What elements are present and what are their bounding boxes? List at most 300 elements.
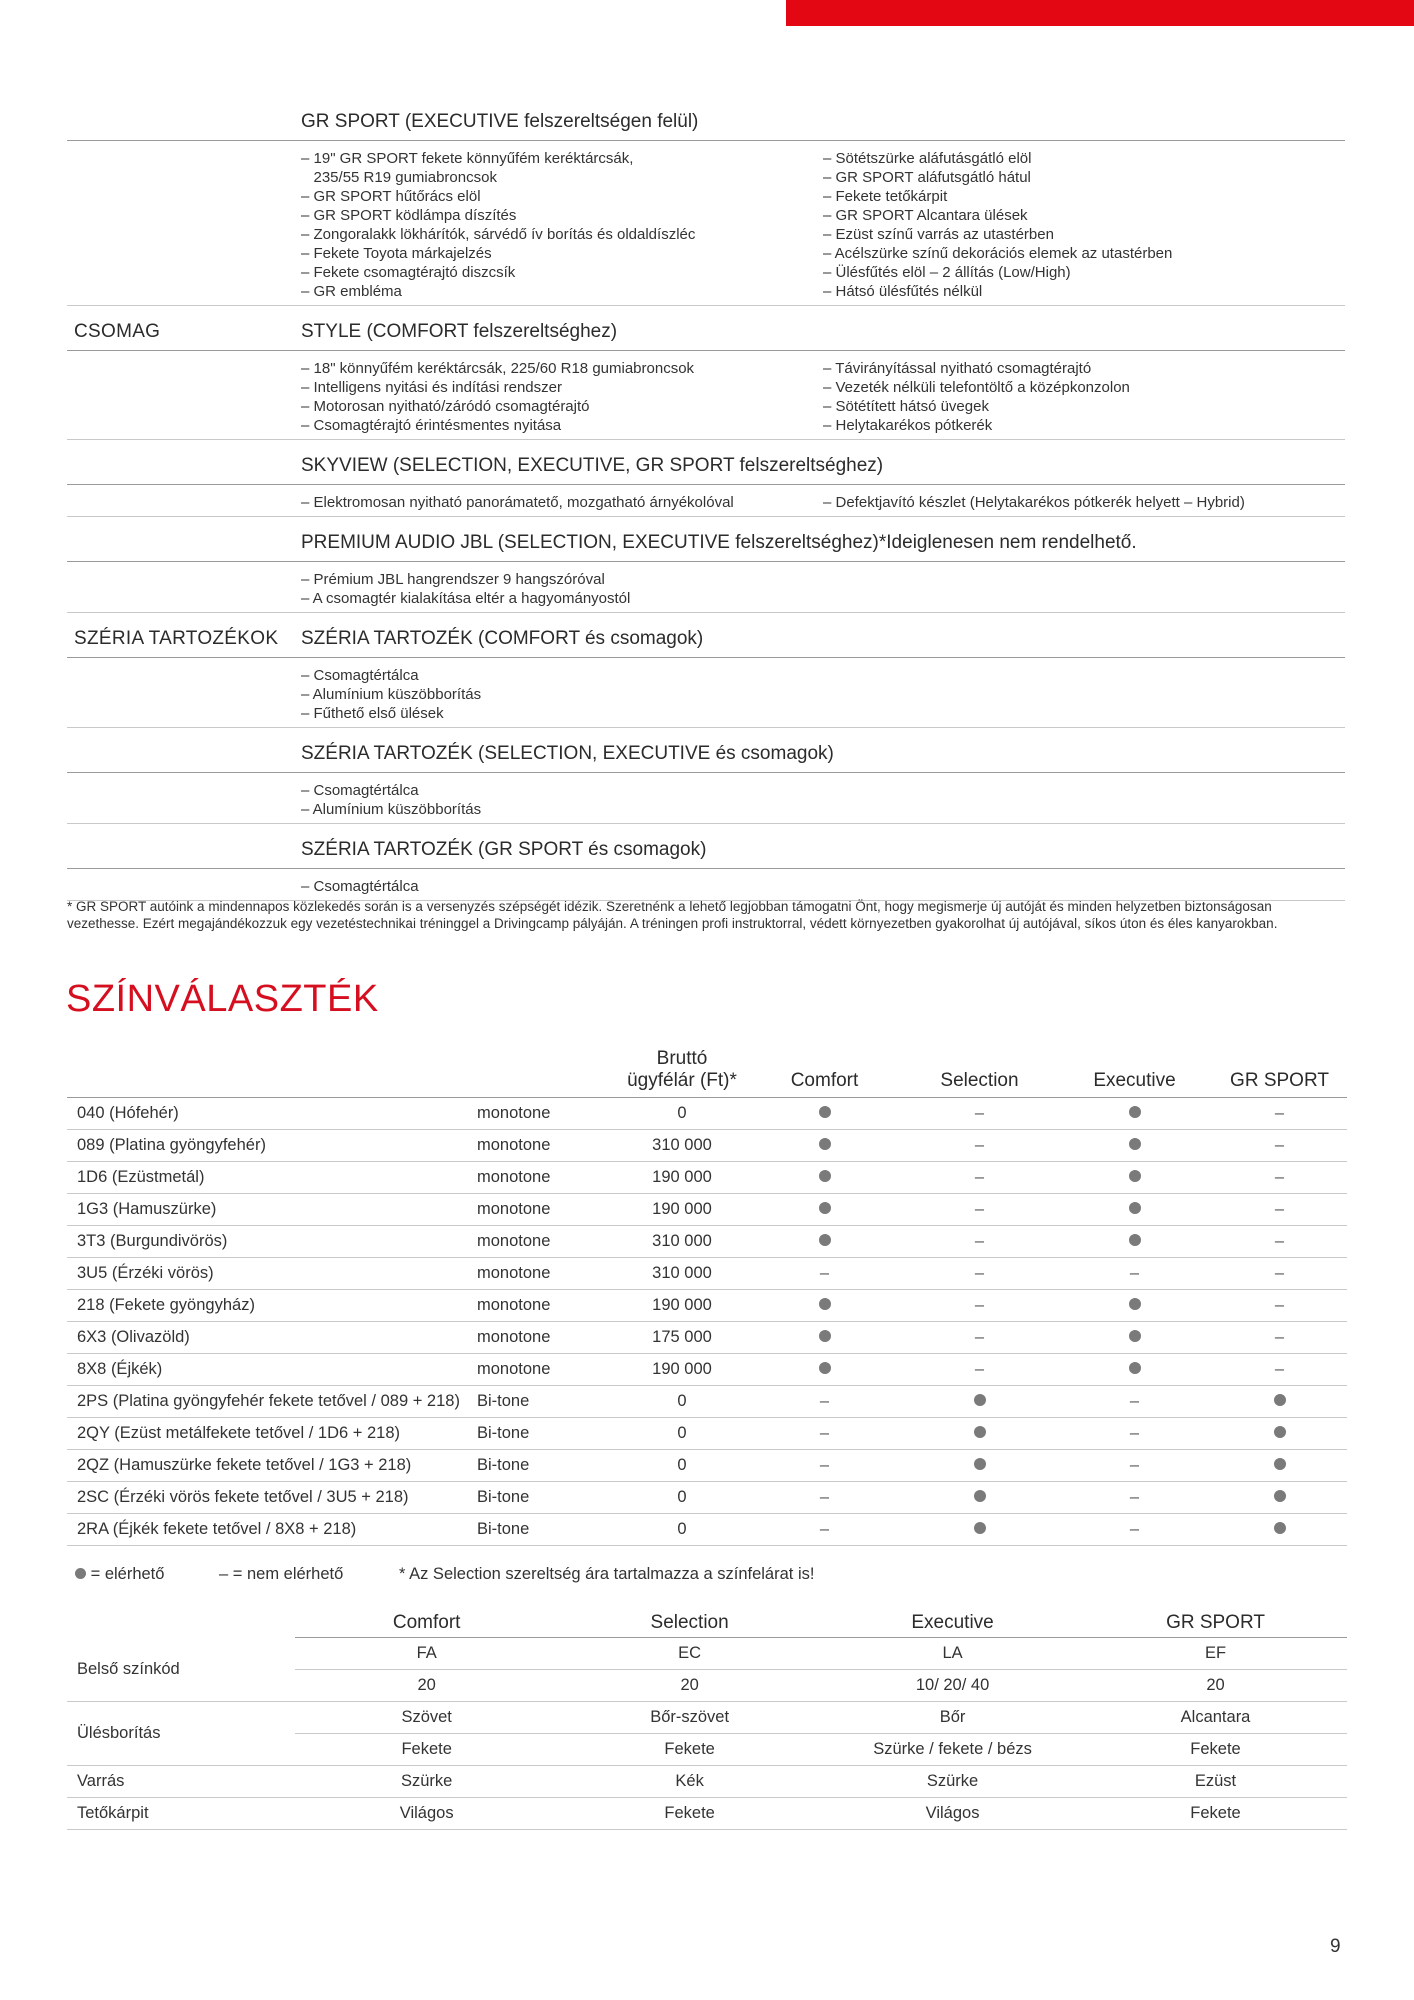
color-name: 2SC (Érzéki vörös fekete tetővel / 3U5 + 218)	[67, 1482, 477, 1514]
color-type: monotone	[477, 1322, 617, 1354]
package-item: – Hátsó ülésfűtés nélkül	[823, 283, 983, 300]
color-section-heading: SZÍNVÁLASZTÉK	[66, 978, 379, 1020]
table-row	[67, 1162, 1347, 1194]
brand-accent-bar	[786, 0, 1414, 26]
table-row	[67, 1226, 1347, 1258]
unavailable-dash: –	[974, 1328, 985, 1346]
availability-cell	[747, 1098, 902, 1130]
section-label: SZÉRIA TARTOZÉKOK	[74, 628, 279, 649]
table-row	[67, 1258, 1347, 1290]
footnote: * GR SPORT autóink a mindennapos közlekedés során is a versenyzés szépségét idézik. Szeretnénk a lehető legjobban támogatni Önt, hogy megismerje új autóját és minden helyzetben biztonságosan vezethesse. Ezért megajándékozzuk egy vezetéstechnikai tréninggel a Drivingcamp pályáján. A tréningen profi instruktorral, védett környezetben gyakorolhat új autójával, síkos úton és éles kanyarokban.	[67, 899, 1278, 931]
package-section	[67, 108, 1345, 901]
package-title: SZÉRIA TARTOZÉK (GR SPORT és csomagok)	[301, 839, 707, 860]
interior-cell: Alcantara	[1084, 1702, 1347, 1734]
table-row	[67, 1482, 1347, 1514]
color-type: monotone	[477, 1130, 617, 1162]
color-price: 0	[617, 1450, 747, 1482]
color-type: monotone	[477, 1354, 617, 1386]
color-price: 310 000	[617, 1130, 747, 1162]
interior-cell: Ezüst	[1084, 1766, 1347, 1798]
availability-cell	[1212, 1226, 1347, 1258]
color-legend	[75, 1565, 814, 1584]
availability-cell	[1212, 1098, 1347, 1130]
interior-cell: Szürke / fekete / bézs	[821, 1734, 1084, 1766]
available-dot-icon	[1129, 1170, 1141, 1182]
color-type: Bi-tone	[477, 1450, 617, 1482]
color-name: 2QZ (Hamuszürke fekete tetővel / 1G3 + 218)	[67, 1450, 477, 1482]
color-price: 0	[617, 1482, 747, 1514]
availability-cell	[747, 1354, 902, 1386]
available-dot-icon	[1129, 1330, 1141, 1342]
interior-cell: Világos	[295, 1798, 558, 1830]
table-row	[67, 1418, 1347, 1450]
color-type: monotone	[477, 1290, 617, 1322]
availability-cell	[747, 1290, 902, 1322]
available-dot-icon	[974, 1522, 986, 1534]
section-label	[67, 765, 301, 772]
available-dot-icon	[819, 1106, 831, 1118]
package-item: – Fekete Toyota márkajelzés	[301, 245, 492, 262]
availability-cell	[902, 1258, 1057, 1290]
package-item: – GR embléma	[301, 283, 402, 300]
color-price: 0	[617, 1386, 747, 1418]
availability-cell	[1057, 1322, 1212, 1354]
package-item: – Ezüst színű varrás az utastérben	[823, 226, 1054, 243]
color-type: Bi-tone	[477, 1386, 617, 1418]
package-item: – Fűthető első ülések	[301, 705, 444, 722]
package-item: – GR SPORT Alcantara ülések	[823, 207, 1028, 224]
legend-unavailable: – = nem elérhető	[219, 1565, 344, 1583]
package-item: – Motorosan nyitható/záródó csomagtérajtó	[301, 398, 590, 415]
unavailable-dash: –	[1274, 1296, 1285, 1314]
color-price: 0	[617, 1418, 747, 1450]
availability-cell	[1212, 1322, 1347, 1354]
availability-cell	[747, 1322, 902, 1354]
package-block	[67, 836, 1345, 901]
items-column-right	[823, 493, 1345, 512]
availability-cell	[1057, 1514, 1212, 1546]
availability-cell	[902, 1130, 1057, 1162]
package-items	[67, 773, 1345, 824]
color-price: 310 000	[617, 1258, 747, 1290]
unavailable-dash: –	[819, 1520, 830, 1538]
availability-cell	[1212, 1386, 1347, 1418]
unavailable-dash: –	[1129, 1392, 1140, 1410]
availability-cell	[1057, 1386, 1212, 1418]
color-name: 2QY (Ezüst metálfekete tetővel / 1D6 + 218)	[67, 1418, 477, 1450]
available-dot-icon	[1274, 1522, 1286, 1534]
table-row	[67, 1354, 1347, 1386]
color-type: Bi-tone	[477, 1514, 617, 1546]
interior-cell: Fekete	[295, 1734, 558, 1766]
items-column-right	[823, 877, 1345, 896]
package-item: – Távirányítással nyitható csomagtérajtó	[823, 360, 1092, 377]
package-item: – Prémium JBL hangrendszer 9 hangszóróval	[301, 571, 605, 588]
unavailable-dash: –	[1129, 1264, 1140, 1282]
color-type: monotone	[477, 1194, 617, 1226]
items-column-right	[823, 570, 1345, 608]
availability-cell	[902, 1482, 1057, 1514]
interior-cell: LA	[821, 1638, 1084, 1670]
color-type: monotone	[477, 1098, 617, 1130]
available-dot-icon	[1129, 1106, 1141, 1118]
interior-row-label: Ülésborítás	[67, 1702, 295, 1766]
color-price: 190 000	[617, 1354, 747, 1386]
package-item: – Fekete csomagtérajtó diszcsík	[301, 264, 516, 281]
availability-cell	[747, 1386, 902, 1418]
availability-cell	[1057, 1450, 1212, 1482]
package-item: – Alumínium küszöbborítás	[301, 686, 482, 703]
section-label: CSOMAG	[74, 321, 161, 342]
interior-cell: FA	[295, 1638, 558, 1670]
available-dot-icon	[819, 1362, 831, 1374]
package-header	[67, 836, 1345, 869]
section-label	[67, 477, 301, 484]
availability-cell	[1057, 1098, 1212, 1130]
package-block	[67, 625, 1345, 728]
unavailable-dash: –	[974, 1232, 985, 1250]
color-name: 2RA (Éjkék fekete tetővel / 8X8 + 218)	[67, 1514, 477, 1546]
color-table-header	[67, 1048, 1347, 1098]
color-price: 190 000	[617, 1194, 747, 1226]
package-item: – Defektjavító készlet (Helytakarékos pótkerék helyett – Hybrid)	[823, 494, 1245, 511]
package-item: – A csomagtér kialakítása eltér a hagyományostól	[301, 590, 631, 607]
package-block	[67, 318, 1345, 440]
color-name: 089 (Platina gyöngyfehér)	[67, 1130, 477, 1162]
available-dot-icon	[75, 1568, 86, 1579]
unavailable-dash: –	[974, 1200, 985, 1218]
available-dot-icon	[1274, 1458, 1286, 1470]
gr-sport-header: GR SPORT	[1212, 1048, 1347, 1098]
interior-cell: EC	[558, 1638, 821, 1670]
availability-cell	[1057, 1226, 1212, 1258]
interior-cell: Szürke	[821, 1766, 1084, 1798]
color-price: 175 000	[617, 1322, 747, 1354]
package-item: – Csomagtértálca	[301, 878, 419, 895]
color-price: 190 000	[617, 1162, 747, 1194]
interior-cell: Bőr	[821, 1702, 1084, 1734]
unavailable-dash: –	[1274, 1360, 1285, 1378]
color-price: 0	[617, 1098, 747, 1130]
table-row	[67, 1290, 1347, 1322]
interior-cell: Bőr-szövet	[558, 1702, 821, 1734]
availability-cell	[1057, 1290, 1212, 1322]
available-dot-icon	[1274, 1426, 1286, 1438]
availability-cell	[902, 1386, 1057, 1418]
package-item: – Intelligens nyitási és indítási rendszer	[301, 379, 562, 396]
package-item: – Sötétszürke aláfutásgátló elöl	[823, 150, 1032, 167]
items-column-left	[301, 493, 823, 512]
available-dot-icon	[819, 1170, 831, 1182]
table-row	[67, 1386, 1347, 1418]
available-dot-icon	[1274, 1394, 1286, 1406]
package-header	[67, 108, 1345, 141]
unavailable-dash: –	[1129, 1488, 1140, 1506]
table-row	[67, 1450, 1347, 1482]
color-type: monotone	[477, 1226, 617, 1258]
table-row	[67, 1194, 1347, 1226]
color-name: 3T3 (Burgundivörös)	[67, 1226, 477, 1258]
items-column-left	[301, 359, 823, 435]
unavailable-dash: –	[819, 1392, 830, 1410]
interior-cell: Világos	[821, 1798, 1084, 1830]
unavailable-dash: –	[974, 1104, 985, 1122]
unavailable-dash: –	[1274, 1200, 1285, 1218]
interior-cell: Szövet	[295, 1702, 558, 1734]
comfort-header: Comfort	[747, 1048, 902, 1098]
items-column-left	[301, 570, 823, 608]
package-item: – GR SPORT ködlámpa díszítés	[301, 207, 517, 224]
package-item: – Elektromosan nyitható panorámatető, mozgatható árnyékolóval	[301, 494, 734, 511]
package-item: – Acélszürke színű dekorációs elemek az utastérben	[823, 245, 1173, 262]
available-dot-icon	[1274, 1490, 1286, 1502]
available-dot-icon	[974, 1490, 986, 1502]
availability-cell	[902, 1098, 1057, 1130]
availability-cell	[1057, 1354, 1212, 1386]
package-items	[67, 869, 1345, 901]
package-items	[67, 658, 1345, 728]
color-price: 0	[617, 1514, 747, 1546]
items-column-right	[823, 149, 1345, 301]
package-title: GR SPORT (EXECUTIVE felszereltségen felül)	[301, 111, 699, 132]
available-dot-icon	[974, 1458, 986, 1470]
color-name: 040 (Hófehér)	[67, 1098, 477, 1130]
legend-available: = elérhető	[75, 1565, 215, 1584]
items-column-right	[823, 666, 1345, 723]
unavailable-dash: –	[1274, 1264, 1285, 1282]
interior-row-label: Tetőkárpit	[67, 1798, 295, 1830]
interior-row	[67, 1766, 1347, 1798]
package-block	[67, 740, 1345, 824]
available-dot-icon	[1129, 1362, 1141, 1374]
executive-header: Executive	[1057, 1048, 1212, 1098]
availability-cell	[747, 1226, 902, 1258]
interior-gr-sport-header: GR SPORT	[1084, 1612, 1347, 1638]
package-item: – GR SPORT aláfutsgátló hátul	[823, 169, 1031, 186]
unavailable-dash: –	[1274, 1328, 1285, 1346]
table-row	[67, 1130, 1347, 1162]
package-title: SZÉRIA TARTOZÉK (SELECTION, EXECUTIVE és csomagok)	[301, 743, 834, 764]
interior-row-label: Belső színkód	[67, 1638, 295, 1702]
availability-cell	[1057, 1194, 1212, 1226]
table-row	[67, 1514, 1347, 1546]
color-price: 310 000	[617, 1226, 747, 1258]
interior-table	[67, 1612, 1347, 1830]
availability-cell	[747, 1514, 902, 1546]
package-item: – 18" könnyűfém keréktárcsák, 225/60 R18 gumiabroncsok	[301, 360, 695, 377]
unavailable-dash: –	[1274, 1232, 1285, 1250]
interior-cell: Kék	[558, 1766, 821, 1798]
availability-cell	[747, 1258, 902, 1290]
unavailable-dash: –	[819, 1488, 830, 1506]
package-header	[67, 529, 1345, 562]
available-dot-icon	[819, 1234, 831, 1246]
interior-cell: Fekete	[558, 1798, 821, 1830]
interior-row-label: Varrás	[67, 1766, 295, 1798]
color-name: 218 (Fekete gyöngyház)	[67, 1290, 477, 1322]
items-column-left	[301, 149, 823, 301]
color-type: Bi-tone	[477, 1418, 617, 1450]
color-name: 8X8 (Éjkék)	[67, 1354, 477, 1386]
interior-cell: Fekete	[1084, 1734, 1347, 1766]
availability-cell	[1057, 1258, 1212, 1290]
color-type: monotone	[477, 1162, 617, 1194]
selection-header: Selection	[902, 1048, 1057, 1098]
availability-cell	[1212, 1194, 1347, 1226]
unavailable-dash: –	[974, 1296, 985, 1314]
color-name: 1G3 (Hamuszürke)	[67, 1194, 477, 1226]
package-block	[67, 108, 1345, 306]
interior-cell: 10/ 20/ 40	[821, 1670, 1084, 1702]
availability-cell	[902, 1514, 1057, 1546]
package-block	[67, 529, 1345, 613]
package-item: – Vezeték nélküli telefontöltő a középkonzolon	[823, 379, 1130, 396]
package-items	[67, 562, 1345, 613]
available-dot-icon	[1129, 1298, 1141, 1310]
package-header	[67, 452, 1345, 485]
table-row	[67, 1098, 1347, 1130]
interior-cell: 20	[295, 1670, 558, 1702]
package-header	[67, 740, 1345, 773]
package-title: STYLE (COMFORT felszereltséghez)	[301, 321, 618, 342]
available-dot-icon	[1129, 1202, 1141, 1214]
unavailable-dash: –	[974, 1360, 985, 1378]
package-title: PREMIUM AUDIO JBL (SELECTION, EXECUTIVE felszereltséghez)*Ideiglenesen nem rendelhető.	[301, 532, 1137, 553]
legend-note: * Az Selection szereltség ára tartalmazza a színfelárat is!	[399, 1565, 815, 1583]
price-header: Bruttó ügyfélár (Ft)*	[617, 1048, 747, 1098]
available-dot-icon	[1129, 1138, 1141, 1150]
interior-row	[67, 1798, 1347, 1830]
availability-cell	[902, 1354, 1057, 1386]
unavailable-dash: –	[1129, 1456, 1140, 1474]
unavailable-dash: –	[1274, 1136, 1285, 1154]
section-label	[67, 133, 301, 140]
unavailable-dash: –	[819, 1424, 830, 1442]
interior-table-header	[67, 1612, 1347, 1638]
availability-cell	[902, 1418, 1057, 1450]
unavailable-dash: –	[1274, 1104, 1285, 1122]
unavailable-dash: –	[1274, 1168, 1285, 1186]
unavailable-dash: –	[1129, 1520, 1140, 1538]
availability-cell	[1212, 1162, 1347, 1194]
availability-cell	[902, 1162, 1057, 1194]
package-item: – Csomagtérajtó érintésmentes nyitása	[301, 417, 562, 434]
color-name: 2PS (Platina gyöngyfehér fekete tetővel / 089 + 218)	[67, 1386, 477, 1418]
available-dot-icon	[974, 1426, 986, 1438]
package-item: – GR SPORT hűtőrács elöl	[301, 188, 481, 205]
color-type: monotone	[477, 1258, 617, 1290]
interior-cell: 20	[1084, 1670, 1347, 1702]
interior-row	[67, 1638, 1347, 1670]
package-item: – Ülésfűtés elöl – 2 állítás (Low/High)	[823, 264, 1071, 281]
available-dot-icon	[1129, 1234, 1141, 1246]
interior-cell: Fekete	[1084, 1798, 1347, 1830]
availability-cell	[747, 1194, 902, 1226]
availability-cell	[1212, 1418, 1347, 1450]
available-dot-icon	[974, 1394, 986, 1406]
availability-cell	[1212, 1290, 1347, 1322]
package-item: – Csomagtértálca	[301, 667, 419, 684]
table-row	[67, 1322, 1347, 1354]
package-items	[67, 351, 1345, 440]
color-type: Bi-tone	[477, 1482, 617, 1514]
color-price: 190 000	[617, 1290, 747, 1322]
package-items	[67, 141, 1345, 306]
availability-cell	[1212, 1258, 1347, 1290]
availability-cell	[1057, 1162, 1212, 1194]
package-item: – Alumínium küszöbborítás	[301, 801, 482, 818]
color-name: 6X3 (Olivazöld)	[67, 1322, 477, 1354]
color-table	[67, 1048, 1347, 1546]
package-item: – Fekete tetőkárpit	[823, 188, 948, 205]
package-item: – 19" GR SPORT fekete könnyűfém keréktárcsák,	[301, 150, 634, 167]
available-dot-icon	[819, 1202, 831, 1214]
package-items	[67, 485, 1345, 517]
availability-cell	[902, 1450, 1057, 1482]
unavailable-dash: –	[819, 1264, 830, 1282]
availability-cell	[902, 1322, 1057, 1354]
availability-cell	[1212, 1354, 1347, 1386]
package-item: – Helytakarékos pótkerék	[823, 417, 993, 434]
items-column-right	[823, 781, 1345, 819]
available-dot-icon	[819, 1138, 831, 1150]
interior-cell: EF	[1084, 1638, 1347, 1670]
package-header	[67, 318, 1345, 351]
items-column-left	[301, 781, 823, 819]
package-item: 235/55 R19 gumiabroncsok	[301, 169, 497, 186]
package-item: – Zongoralakk lökhárítók, sárvédő ív borítás és oldaldíszléc	[301, 226, 696, 243]
color-name: 3U5 (Érzéki vörös)	[67, 1258, 477, 1290]
availability-cell	[1057, 1418, 1212, 1450]
interior-cell: 20	[558, 1670, 821, 1702]
interior-cell: Szürke	[295, 1766, 558, 1798]
unavailable-dash: –	[974, 1136, 985, 1154]
availability-cell	[747, 1450, 902, 1482]
availability-cell	[747, 1482, 902, 1514]
package-item: – Csomagtértálca	[301, 782, 419, 799]
package-block	[67, 452, 1345, 517]
availability-cell	[902, 1194, 1057, 1226]
interior-executive-header: Executive	[821, 1612, 1084, 1638]
items-column-left	[301, 666, 823, 723]
unavailable-dash: –	[974, 1264, 985, 1282]
availability-cell	[1212, 1514, 1347, 1546]
availability-cell	[1212, 1482, 1347, 1514]
interior-cell: Fekete	[558, 1734, 821, 1766]
availability-cell	[1057, 1482, 1212, 1514]
availability-cell	[1057, 1130, 1212, 1162]
unavailable-dash: –	[819, 1456, 830, 1474]
available-dot-icon	[819, 1330, 831, 1342]
available-dot-icon	[819, 1298, 831, 1310]
package-title: SKYVIEW (SELECTION, EXECUTIVE, GR SPORT felszereltséghez)	[301, 455, 884, 476]
unavailable-dash: –	[1129, 1424, 1140, 1442]
package-item: – Sötétített hátsó üvegek	[823, 398, 989, 415]
interior-comfort-header: Comfort	[295, 1612, 558, 1638]
page-number: 9	[1330, 1936, 1341, 1957]
color-name: 1D6 (Ezüstmetál)	[67, 1162, 477, 1194]
availability-cell	[747, 1162, 902, 1194]
availability-cell	[902, 1290, 1057, 1322]
section-label	[67, 554, 301, 561]
availability-cell	[747, 1418, 902, 1450]
availability-cell	[1212, 1450, 1347, 1482]
availability-cell	[1212, 1130, 1347, 1162]
availability-cell	[747, 1130, 902, 1162]
section-label	[67, 861, 301, 868]
availability-cell	[902, 1226, 1057, 1258]
interior-selection-header: Selection	[558, 1612, 821, 1638]
